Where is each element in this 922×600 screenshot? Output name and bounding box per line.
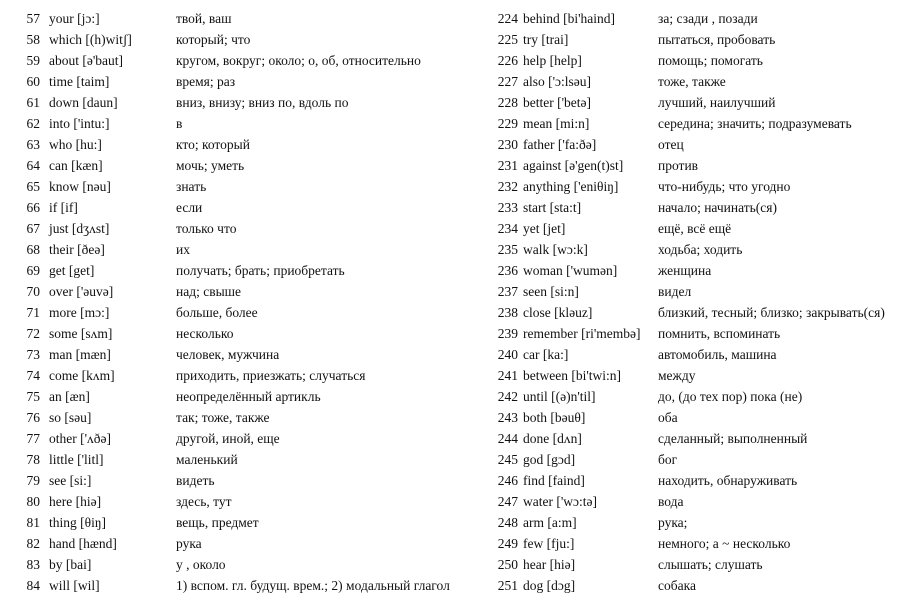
row-number: 234 <box>497 221 518 236</box>
translation: находить, обнаруживать <box>658 473 798 488</box>
translation: приходить, приезжать; случаться <box>176 368 366 383</box>
translation: середина; значить; подразумевать <box>658 116 852 131</box>
translation: немного; а ~ несколько <box>658 536 791 551</box>
row-number: 62 <box>26 116 40 131</box>
vocab-row <box>478 428 922 449</box>
word-transcription: by [bai] <box>49 557 92 572</box>
word-transcription: anything ['eniθiŋ] <box>523 179 619 194</box>
word-transcription: until [(ə)n'til] <box>523 389 596 404</box>
word-transcription: walk [wɔ:k] <box>523 242 588 257</box>
translation: против <box>658 158 699 173</box>
row-number: 71 <box>26 305 40 320</box>
translation: отец <box>658 137 684 152</box>
word-transcription: god [gɔd] <box>523 452 576 467</box>
vocab-row <box>0 491 470 512</box>
vocab-row <box>478 533 922 554</box>
vocab-row <box>0 260 470 281</box>
cut-off-row-top <box>0 0 470 8</box>
vocab-row <box>0 92 470 113</box>
vocab-row <box>478 92 922 113</box>
cut-off-row-top <box>478 0 922 8</box>
vocab-row <box>478 239 922 260</box>
vocab-row <box>478 491 922 512</box>
row-number: 227 <box>497 74 518 89</box>
row-number: 237 <box>497 284 518 299</box>
translation: помощь; помогать <box>658 53 763 68</box>
word-transcription: into ['intu:] <box>49 116 110 131</box>
vocab-row <box>0 449 470 470</box>
word-transcription: try [trai] <box>523 32 569 47</box>
translation: время; раз <box>176 74 236 89</box>
word-transcription: both [bəuθ] <box>523 410 586 425</box>
translation: человек, мужчина <box>176 347 280 362</box>
row-number: 245 <box>497 452 518 467</box>
vocab-row <box>0 554 470 575</box>
word-transcription: here [hiə] <box>49 494 102 509</box>
word-transcription: hear [hiə] <box>523 557 576 572</box>
word-transcription: about [ə'baut] <box>49 53 124 68</box>
word-transcription: which [(h)witʃ] <box>49 32 132 47</box>
row-number: 68 <box>26 242 40 257</box>
word-transcription: close [kləuz] <box>523 305 593 320</box>
row-number: 248 <box>497 515 518 530</box>
row-number: 235 <box>497 242 518 257</box>
word-transcription: other ['ʌðə] <box>49 431 112 446</box>
vocab-row <box>478 155 922 176</box>
vocab-row <box>478 8 922 29</box>
translation: 1) вспом. гл. будущ. врем.; 2) модальный глагол <box>176 578 450 593</box>
translation: помнить, вспоминать <box>658 326 781 341</box>
translation: видел <box>658 284 692 299</box>
row-number: 246 <box>497 473 518 488</box>
vocab-row <box>0 8 470 29</box>
translation: неопределённый артикль <box>176 389 321 404</box>
word-transcription: better ['betə] <box>523 95 592 110</box>
row-number: 79 <box>26 473 40 488</box>
row-number: 84 <box>26 578 40 593</box>
vocab-row <box>478 323 922 344</box>
word-transcription: father ['fa:ðə] <box>523 137 597 152</box>
row-number: 67 <box>26 221 40 236</box>
word-transcription: mean [mi:n] <box>523 116 590 131</box>
vocab-row <box>0 239 470 260</box>
translation: кругом, вокруг; около; о, об, относительно <box>176 53 421 68</box>
word-transcription: little ['litl] <box>49 452 104 467</box>
translation: ещё, всё ещё <box>658 221 732 236</box>
vocab-row <box>0 428 470 449</box>
vocab-row <box>478 50 922 71</box>
word-transcription: over ['əuvə] <box>49 284 114 299</box>
word-transcription: their [ðeə] <box>49 242 105 257</box>
row-number: 249 <box>497 536 518 551</box>
row-number: 241 <box>497 368 518 383</box>
translation: знать <box>176 179 207 194</box>
vocab-row <box>478 134 922 155</box>
translation: что-нибудь; что угодно <box>658 179 791 194</box>
row-number: 77 <box>26 431 40 446</box>
row-number: 243 <box>497 410 518 425</box>
vocab-row <box>0 302 470 323</box>
row-number: 224 <box>497 11 518 26</box>
vocab-row <box>0 344 470 365</box>
vocab-row <box>478 176 922 197</box>
row-number: 225 <box>497 32 518 47</box>
translation: сделанный; выполненный <box>658 431 808 446</box>
row-number: 75 <box>26 389 40 404</box>
translation: пытаться, пробовать <box>658 32 776 47</box>
translation: маленький <box>176 452 238 467</box>
translation: больше, более <box>176 305 258 320</box>
row-number: 83 <box>26 557 40 572</box>
word-transcription: some [sʌm] <box>49 326 113 341</box>
translation: несколько <box>176 326 234 341</box>
translation: твой, ваш <box>176 11 232 26</box>
translation: мочь; уметь <box>176 158 245 173</box>
word-transcription: can [kæn] <box>49 158 103 173</box>
row-number: 228 <box>497 95 518 110</box>
word-transcription: help [help] <box>523 53 582 68</box>
row-number: 66 <box>26 200 40 215</box>
row-number: 247 <box>497 494 518 509</box>
translation: женщина <box>658 263 712 278</box>
translation: так; тоже, также <box>176 410 270 425</box>
word-transcription: start [sta:t] <box>523 200 582 215</box>
row-number: 57 <box>26 11 40 26</box>
row-number: 233 <box>497 200 518 215</box>
vocab-row <box>478 575 922 596</box>
vocab-row <box>478 113 922 134</box>
row-number: 81 <box>26 515 40 530</box>
translation: только что <box>176 221 237 236</box>
vocab-row <box>0 386 470 407</box>
right-column <box>478 0 922 596</box>
word-transcription: down [daun] <box>49 95 118 110</box>
translation: другой, иной, еще <box>176 431 280 446</box>
vocab-row <box>0 470 470 491</box>
row-number: 60 <box>26 74 40 89</box>
row-number: 64 <box>26 158 40 173</box>
translation: между <box>658 368 696 383</box>
translation: вещь, предмет <box>176 515 259 530</box>
word-transcription: against [ə'gen(t)st] <box>523 158 624 173</box>
vocab-row <box>0 533 470 554</box>
row-number: 250 <box>497 557 518 572</box>
row-number: 82 <box>26 536 40 551</box>
vocab-row <box>0 512 470 533</box>
translation: бог <box>658 452 678 467</box>
row-number: 231 <box>497 158 518 173</box>
translation: тоже, также <box>658 74 726 89</box>
word-transcription: few [fju:] <box>523 536 575 551</box>
vocab-row <box>478 407 922 428</box>
vocab-row <box>478 260 922 281</box>
word-transcription: man [mæn] <box>49 347 111 362</box>
row-number: 242 <box>497 389 518 404</box>
word-transcription: car [ka:] <box>523 347 569 362</box>
word-transcription: know [nəu] <box>49 179 111 194</box>
word-transcription: if [if] <box>49 200 78 215</box>
vocab-row <box>0 365 470 386</box>
translation: видеть <box>176 473 215 488</box>
word-transcription: come [kʌm] <box>49 368 115 383</box>
word-transcription: water ['wɔ:tə] <box>523 494 598 509</box>
vocab-row <box>478 449 922 470</box>
row-number: 78 <box>26 452 40 467</box>
word-transcription: woman ['wumən] <box>523 263 618 278</box>
word-transcription: so [səu] <box>49 410 92 425</box>
translation: который; что <box>176 32 251 47</box>
vocab-row <box>478 470 922 491</box>
row-number: 58 <box>26 32 40 47</box>
vocab-row <box>478 71 922 92</box>
translation: рука <box>176 536 202 551</box>
translation: лучший, наилучший <box>658 95 776 110</box>
translation: собака <box>658 578 696 593</box>
vocab-row <box>478 218 922 239</box>
translation: рука; <box>658 515 688 530</box>
word-transcription: yet [jet] <box>523 221 566 236</box>
word-transcription: thing [θiŋ] <box>49 515 107 530</box>
word-transcription: an [æn] <box>49 389 90 404</box>
vocab-row <box>0 113 470 134</box>
translation: над; свыше <box>176 284 242 299</box>
row-number: 76 <box>26 410 40 425</box>
translation: оба <box>658 410 678 425</box>
row-number: 240 <box>497 347 518 362</box>
translation: у , около <box>176 557 226 572</box>
word-transcription: will [wil] <box>49 578 100 593</box>
translation: получать; брать; приобретать <box>176 263 345 278</box>
translation: кто; который <box>176 137 250 152</box>
word-transcription: remember [ri'membə] <box>523 326 641 341</box>
row-number: 65 <box>26 179 40 194</box>
row-number: 238 <box>497 305 518 320</box>
word-transcription: more [mɔ:] <box>49 305 110 320</box>
row-number: 226 <box>497 53 518 68</box>
word-transcription: arm [a:m] <box>523 515 577 530</box>
row-number: 73 <box>26 347 40 362</box>
row-number: 230 <box>497 137 518 152</box>
vocab-row <box>0 50 470 71</box>
word-transcription: get [get] <box>49 263 95 278</box>
vocab-row <box>0 176 470 197</box>
word-transcription: done [dʌn] <box>523 431 582 446</box>
vocab-row <box>0 575 470 596</box>
word-transcription: seen [si:n] <box>523 284 579 299</box>
row-number: 229 <box>497 116 518 131</box>
translation: вода <box>658 494 684 509</box>
vocab-row <box>478 29 922 50</box>
vocab-row <box>478 554 922 575</box>
word-transcription: see [si:] <box>49 473 92 488</box>
row-number: 236 <box>497 263 518 278</box>
row-number: 59 <box>26 53 40 68</box>
translation: за; сзади , позади <box>658 11 758 26</box>
row-number: 63 <box>26 137 40 152</box>
translation: начало; начинать(ся) <box>658 200 777 215</box>
row-number: 61 <box>26 95 40 110</box>
translation: ходьба; ходить <box>658 242 743 257</box>
translation: автомобиль, машина <box>658 347 777 362</box>
vocab-row <box>0 29 470 50</box>
word-transcription: find [faind] <box>523 473 585 488</box>
row-number: 251 <box>497 578 518 593</box>
translation: если <box>176 200 203 215</box>
translation: близкий, тесный; близко; закрывать(ся) <box>658 305 885 320</box>
vocab-row <box>0 155 470 176</box>
vocab-row <box>0 134 470 155</box>
row-number: 244 <box>497 431 518 446</box>
row-number: 80 <box>26 494 40 509</box>
vocab-row <box>0 197 470 218</box>
translation: до, (до тех пор) пока (не) <box>658 389 803 404</box>
right-rows <box>478 0 922 596</box>
word-transcription: dog [dɔg] <box>523 578 576 593</box>
vocab-row <box>478 302 922 323</box>
word-transcription: hand [hænd] <box>49 536 117 551</box>
row-number: 70 <box>26 284 40 299</box>
translation: их <box>176 242 190 257</box>
translation: слышать; слушать <box>658 557 763 572</box>
vocab-row <box>478 344 922 365</box>
word-transcription: just [dʒʌst] <box>49 221 110 236</box>
word-transcription: your [jɔ:] <box>49 11 100 26</box>
vocab-row <box>478 386 922 407</box>
vocab-row <box>0 71 470 92</box>
translation: здесь, тут <box>176 494 232 509</box>
word-transcription: between [bi'twi:n] <box>523 368 622 383</box>
row-number: 232 <box>497 179 518 194</box>
word-transcription: who [hu:] <box>49 137 102 152</box>
vocab-row <box>478 365 922 386</box>
translation: в <box>176 116 183 131</box>
row-number: 69 <box>26 263 40 278</box>
vocab-row <box>478 281 922 302</box>
vocab-row <box>0 407 470 428</box>
word-transcription: behind [bi'haind] <box>523 11 616 26</box>
word-transcription: also ['ɔ:lsəu] <box>523 74 592 89</box>
vocab-row <box>0 218 470 239</box>
row-number: 74 <box>26 368 40 383</box>
row-number: 239 <box>497 326 518 341</box>
word-transcription: time [taim] <box>49 74 110 89</box>
translation: вниз, внизу; вниз по, вдоль по <box>176 95 349 110</box>
vocab-row <box>0 281 470 302</box>
vocab-row <box>478 512 922 533</box>
vocab-row <box>478 197 922 218</box>
row-number: 72 <box>26 326 40 341</box>
vocab-row <box>0 323 470 344</box>
